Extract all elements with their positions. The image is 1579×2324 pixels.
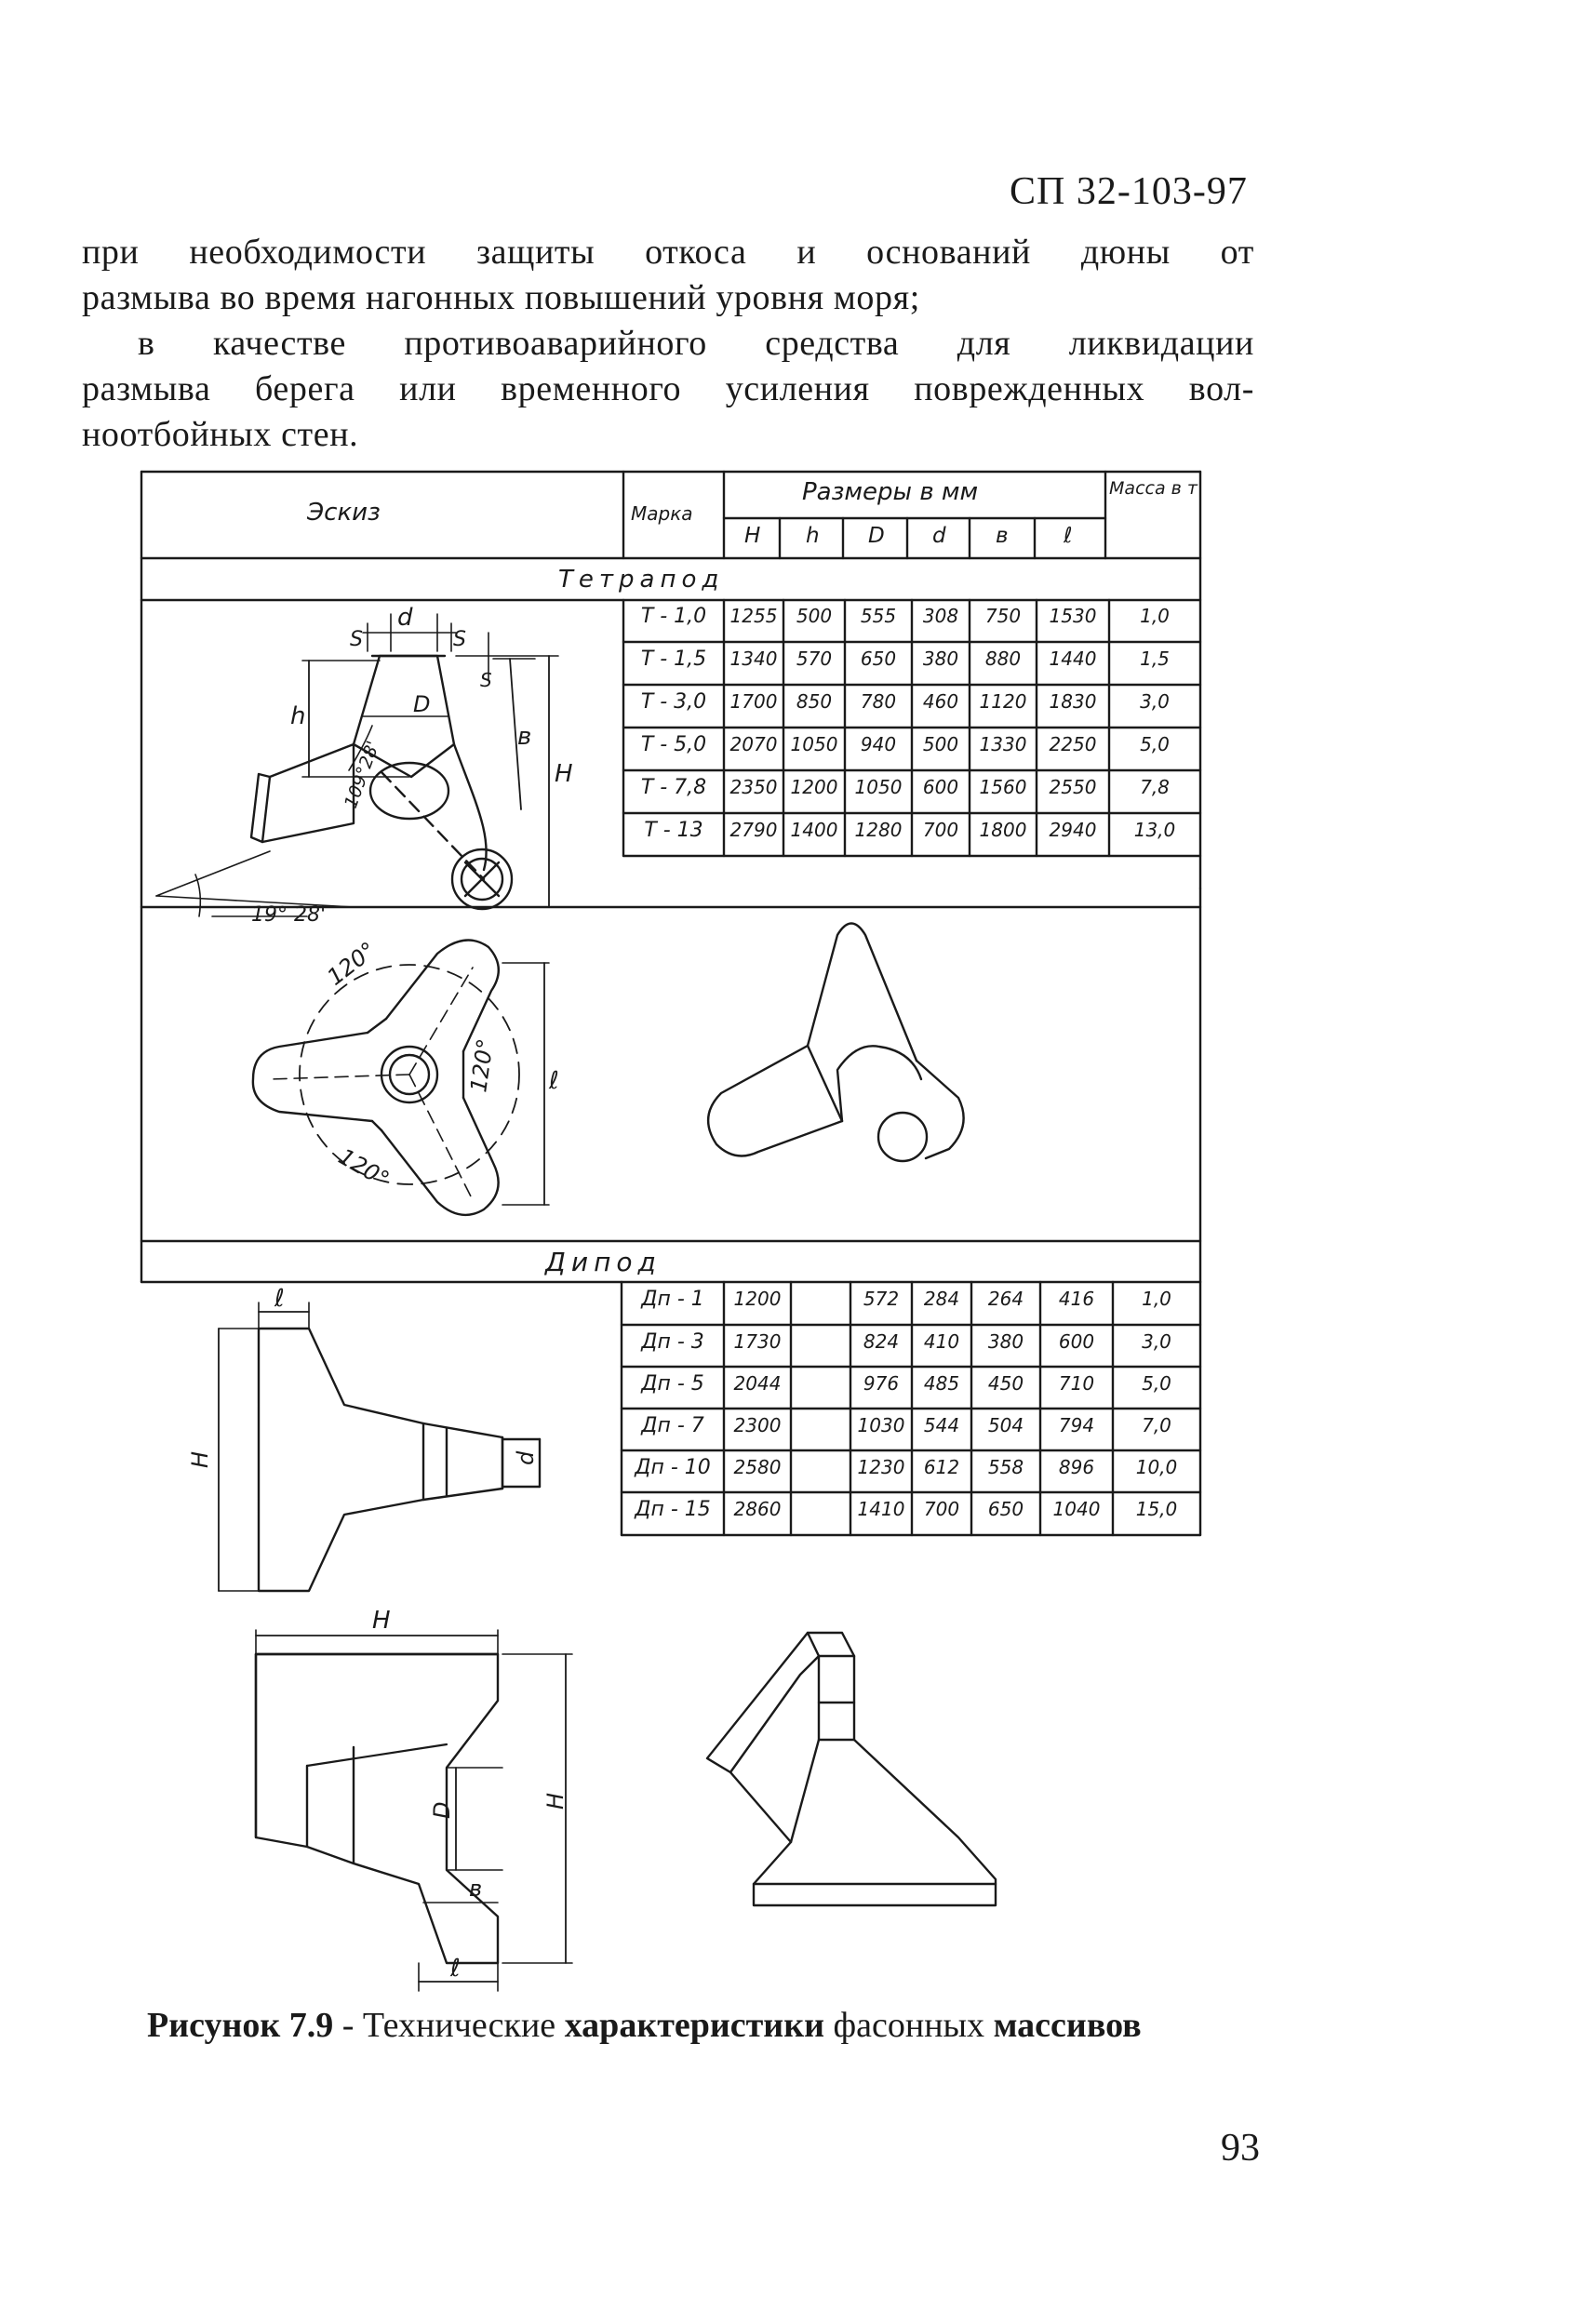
col-head-b: в xyxy=(996,524,1009,548)
caption-text-bold: массивов xyxy=(993,2006,1142,2045)
dipod-label-D: D xyxy=(429,1801,455,1819)
col-head-D: D xyxy=(868,524,885,548)
dipod-label-l-bottom: ℓ xyxy=(450,1955,461,1983)
cell-b: 264 xyxy=(987,1288,1024,1310)
cell-b: 450 xyxy=(987,1372,1024,1395)
cell-d: 460 xyxy=(922,690,959,713)
cell-mark: Дп - 7 xyxy=(641,1414,704,1437)
cell-h: 850 xyxy=(796,690,833,713)
cell-D: 1410 xyxy=(857,1498,905,1520)
caption-separator: - xyxy=(333,2006,363,2045)
dipod-label-H-top: H xyxy=(372,1607,391,1635)
document-code: СП 32-103-97 xyxy=(1010,170,1248,213)
cell-l: 1530 xyxy=(1049,605,1097,627)
col-head-l: ℓ xyxy=(1064,524,1073,548)
cell-H: 2300 xyxy=(733,1414,782,1436)
cell-D: 780 xyxy=(860,690,897,713)
caption-prefix: Рисунок 7.9 xyxy=(147,2006,334,2045)
cell-d: 284 xyxy=(923,1288,960,1310)
cell-l: 416 xyxy=(1058,1288,1095,1310)
section-dipod: Дипод xyxy=(545,1247,662,1277)
cell-mass: 7,0 xyxy=(1142,1414,1171,1436)
cell-D: 650 xyxy=(860,648,897,670)
cell-d: 612 xyxy=(923,1456,960,1478)
dipod-side-view xyxy=(256,1630,572,1991)
label-l: ℓ xyxy=(549,1067,559,1095)
cell-d: 700 xyxy=(922,819,959,841)
dipod-front-view xyxy=(219,1302,540,1591)
cell-mass: 15,0 xyxy=(1135,1498,1178,1520)
figure-caption xyxy=(147,2005,1142,2046)
dipod-label-H-right: H xyxy=(542,1792,569,1810)
cell-mass: 5,0 xyxy=(1140,733,1170,755)
cell-b: 1330 xyxy=(979,733,1027,755)
cell-b: 380 xyxy=(987,1330,1024,1353)
cell-mass: 13,0 xyxy=(1133,819,1176,841)
cell-b: 1560 xyxy=(979,776,1027,798)
cell-mass: 1,0 xyxy=(1140,605,1170,627)
cell-l: 794 xyxy=(1058,1414,1095,1436)
label-angle-109: 109°28' xyxy=(341,738,384,811)
paragraph-line: размыва во время нагонных повышений уровня моря; xyxy=(82,278,920,317)
cell-mark: Дп - 15 xyxy=(635,1498,711,1521)
cell-mark: Дп - 5 xyxy=(641,1372,704,1396)
label-d-top: d xyxy=(397,604,413,632)
label-s-small: S xyxy=(480,669,492,691)
cell-H: 2044 xyxy=(733,1372,782,1395)
cell-l: 2250 xyxy=(1049,733,1097,755)
cell-mass: 1,5 xyxy=(1140,648,1170,670)
cell-mark: Т - 13 xyxy=(644,819,703,842)
cell-D: 824 xyxy=(863,1330,900,1353)
cell-H: 1730 xyxy=(733,1330,782,1353)
cell-b: 558 xyxy=(987,1456,1024,1478)
cell-b: 1800 xyxy=(979,819,1027,841)
cell-mark: Т - 1,0 xyxy=(640,605,707,628)
cell-H: 1340 xyxy=(729,648,778,670)
label-angle-19: 19° 28' xyxy=(251,903,327,927)
caption-text: фасонных xyxy=(824,2006,994,2045)
cell-b: 1120 xyxy=(979,690,1027,713)
cell-b: 750 xyxy=(984,605,1022,627)
cell-D: 1030 xyxy=(857,1414,905,1436)
cell-h: 500 xyxy=(796,605,833,627)
cell-mark: Т - 3,0 xyxy=(640,690,707,714)
label-s-left: S xyxy=(350,628,363,651)
cell-D: 1230 xyxy=(857,1456,905,1478)
cell-mark: Т - 1,5 xyxy=(640,648,707,671)
cell-l: 1440 xyxy=(1049,648,1097,670)
table-head-mass: Масса в т xyxy=(1109,478,1198,499)
label-D-mid: D xyxy=(413,691,431,717)
table-head-sketch: Эскиз xyxy=(307,499,381,527)
cell-l: 1040 xyxy=(1052,1498,1101,1520)
col-head-h: h xyxy=(806,524,820,548)
dipod-label-d: d xyxy=(513,1450,539,1465)
paragraph-line: ноотбойных стен. xyxy=(82,415,359,454)
label-s-right: S xyxy=(453,628,466,651)
cell-h: 1400 xyxy=(790,819,838,841)
cell-d: 600 xyxy=(922,776,959,798)
cell-H: 1700 xyxy=(729,690,778,713)
dipod-label-l-top: ℓ xyxy=(274,1285,285,1313)
paragraph-line: в качестве противоаварийного средства для ликвидации xyxy=(138,324,1254,363)
cell-d: 544 xyxy=(923,1414,960,1436)
col-head-H: H xyxy=(744,524,761,548)
cell-mass: 3,0 xyxy=(1142,1330,1171,1353)
cell-l: 896 xyxy=(1058,1456,1095,1478)
cell-D: 572 xyxy=(863,1288,900,1310)
cell-D: 976 xyxy=(863,1372,900,1395)
cell-d: 700 xyxy=(923,1498,960,1520)
caption-text: Технические xyxy=(362,2006,565,2045)
label-h: h xyxy=(290,702,306,730)
cell-d: 410 xyxy=(923,1330,960,1353)
cell-mark: Т - 7,8 xyxy=(640,776,707,799)
cell-mass: 5,0 xyxy=(1142,1372,1171,1395)
cell-H: 2580 xyxy=(733,1456,782,1478)
cell-b: 504 xyxy=(987,1414,1024,1436)
cell-b: 880 xyxy=(984,648,1022,670)
tetrapod-top-view xyxy=(253,940,549,1214)
cell-mass: 7,8 xyxy=(1140,776,1170,798)
cell-d: 485 xyxy=(923,1372,960,1395)
cell-H: 1200 xyxy=(733,1288,782,1310)
cell-mass: 3,0 xyxy=(1140,690,1170,713)
cell-h: 1050 xyxy=(790,733,838,755)
cell-H: 2070 xyxy=(729,733,778,755)
cell-d: 380 xyxy=(922,648,959,670)
dipod-label-b: в xyxy=(469,1876,483,1902)
cell-mark: Т - 5,0 xyxy=(640,733,707,756)
cell-h: 570 xyxy=(796,648,833,670)
label-angle-120-a: 120° xyxy=(322,937,381,991)
cell-l: 710 xyxy=(1058,1372,1095,1395)
paragraph-line: размыва берега или временного усиления поврежденных вол- xyxy=(82,369,1254,408)
tetrapod-isometric xyxy=(708,924,964,1162)
col-head-d: d xyxy=(932,524,946,548)
cell-D: 940 xyxy=(860,733,897,755)
cell-l: 600 xyxy=(1058,1330,1095,1353)
cell-mark: Дп - 10 xyxy=(635,1456,711,1479)
cell-D: 555 xyxy=(860,605,897,627)
cell-H: 2350 xyxy=(729,776,778,798)
cell-h: 1200 xyxy=(790,776,838,798)
cell-H: 1255 xyxy=(729,605,778,627)
section-tetrapod: Тетрапод xyxy=(558,566,725,594)
dipod-label-H-left: H xyxy=(187,1450,213,1468)
cell-mass: 1,0 xyxy=(1142,1288,1171,1310)
page-number: 93 xyxy=(1221,2127,1260,2170)
cell-l: 1830 xyxy=(1049,690,1097,713)
dipod-isometric xyxy=(707,1633,996,1905)
cell-mark: Дп - 1 xyxy=(641,1288,704,1311)
cell-l: 2940 xyxy=(1049,819,1097,841)
cell-l: 2550 xyxy=(1049,776,1097,798)
cell-H: 2790 xyxy=(729,819,778,841)
cell-d: 308 xyxy=(922,605,959,627)
label-angle-120-c: 120° xyxy=(334,1142,395,1194)
cell-mark: Дп - 3 xyxy=(641,1330,704,1354)
cell-D: 1050 xyxy=(854,776,903,798)
label-angle-120-b: 120° xyxy=(465,1036,499,1094)
cell-mass: 10,0 xyxy=(1135,1456,1178,1478)
paragraph-line: при необходимости защиты откоса и оснований дюны от xyxy=(82,233,1254,272)
table-head-sizes: Размеры в мм xyxy=(802,478,979,506)
label-b: в xyxy=(517,723,532,751)
caption-text-bold: характеристики xyxy=(564,2006,824,2045)
label-H: H xyxy=(555,760,573,788)
cell-H: 2860 xyxy=(733,1498,782,1520)
table-head-mark: Марка xyxy=(631,502,693,525)
cell-D: 1280 xyxy=(854,819,903,841)
cell-d: 500 xyxy=(922,733,959,755)
cell-b: 650 xyxy=(987,1498,1024,1520)
